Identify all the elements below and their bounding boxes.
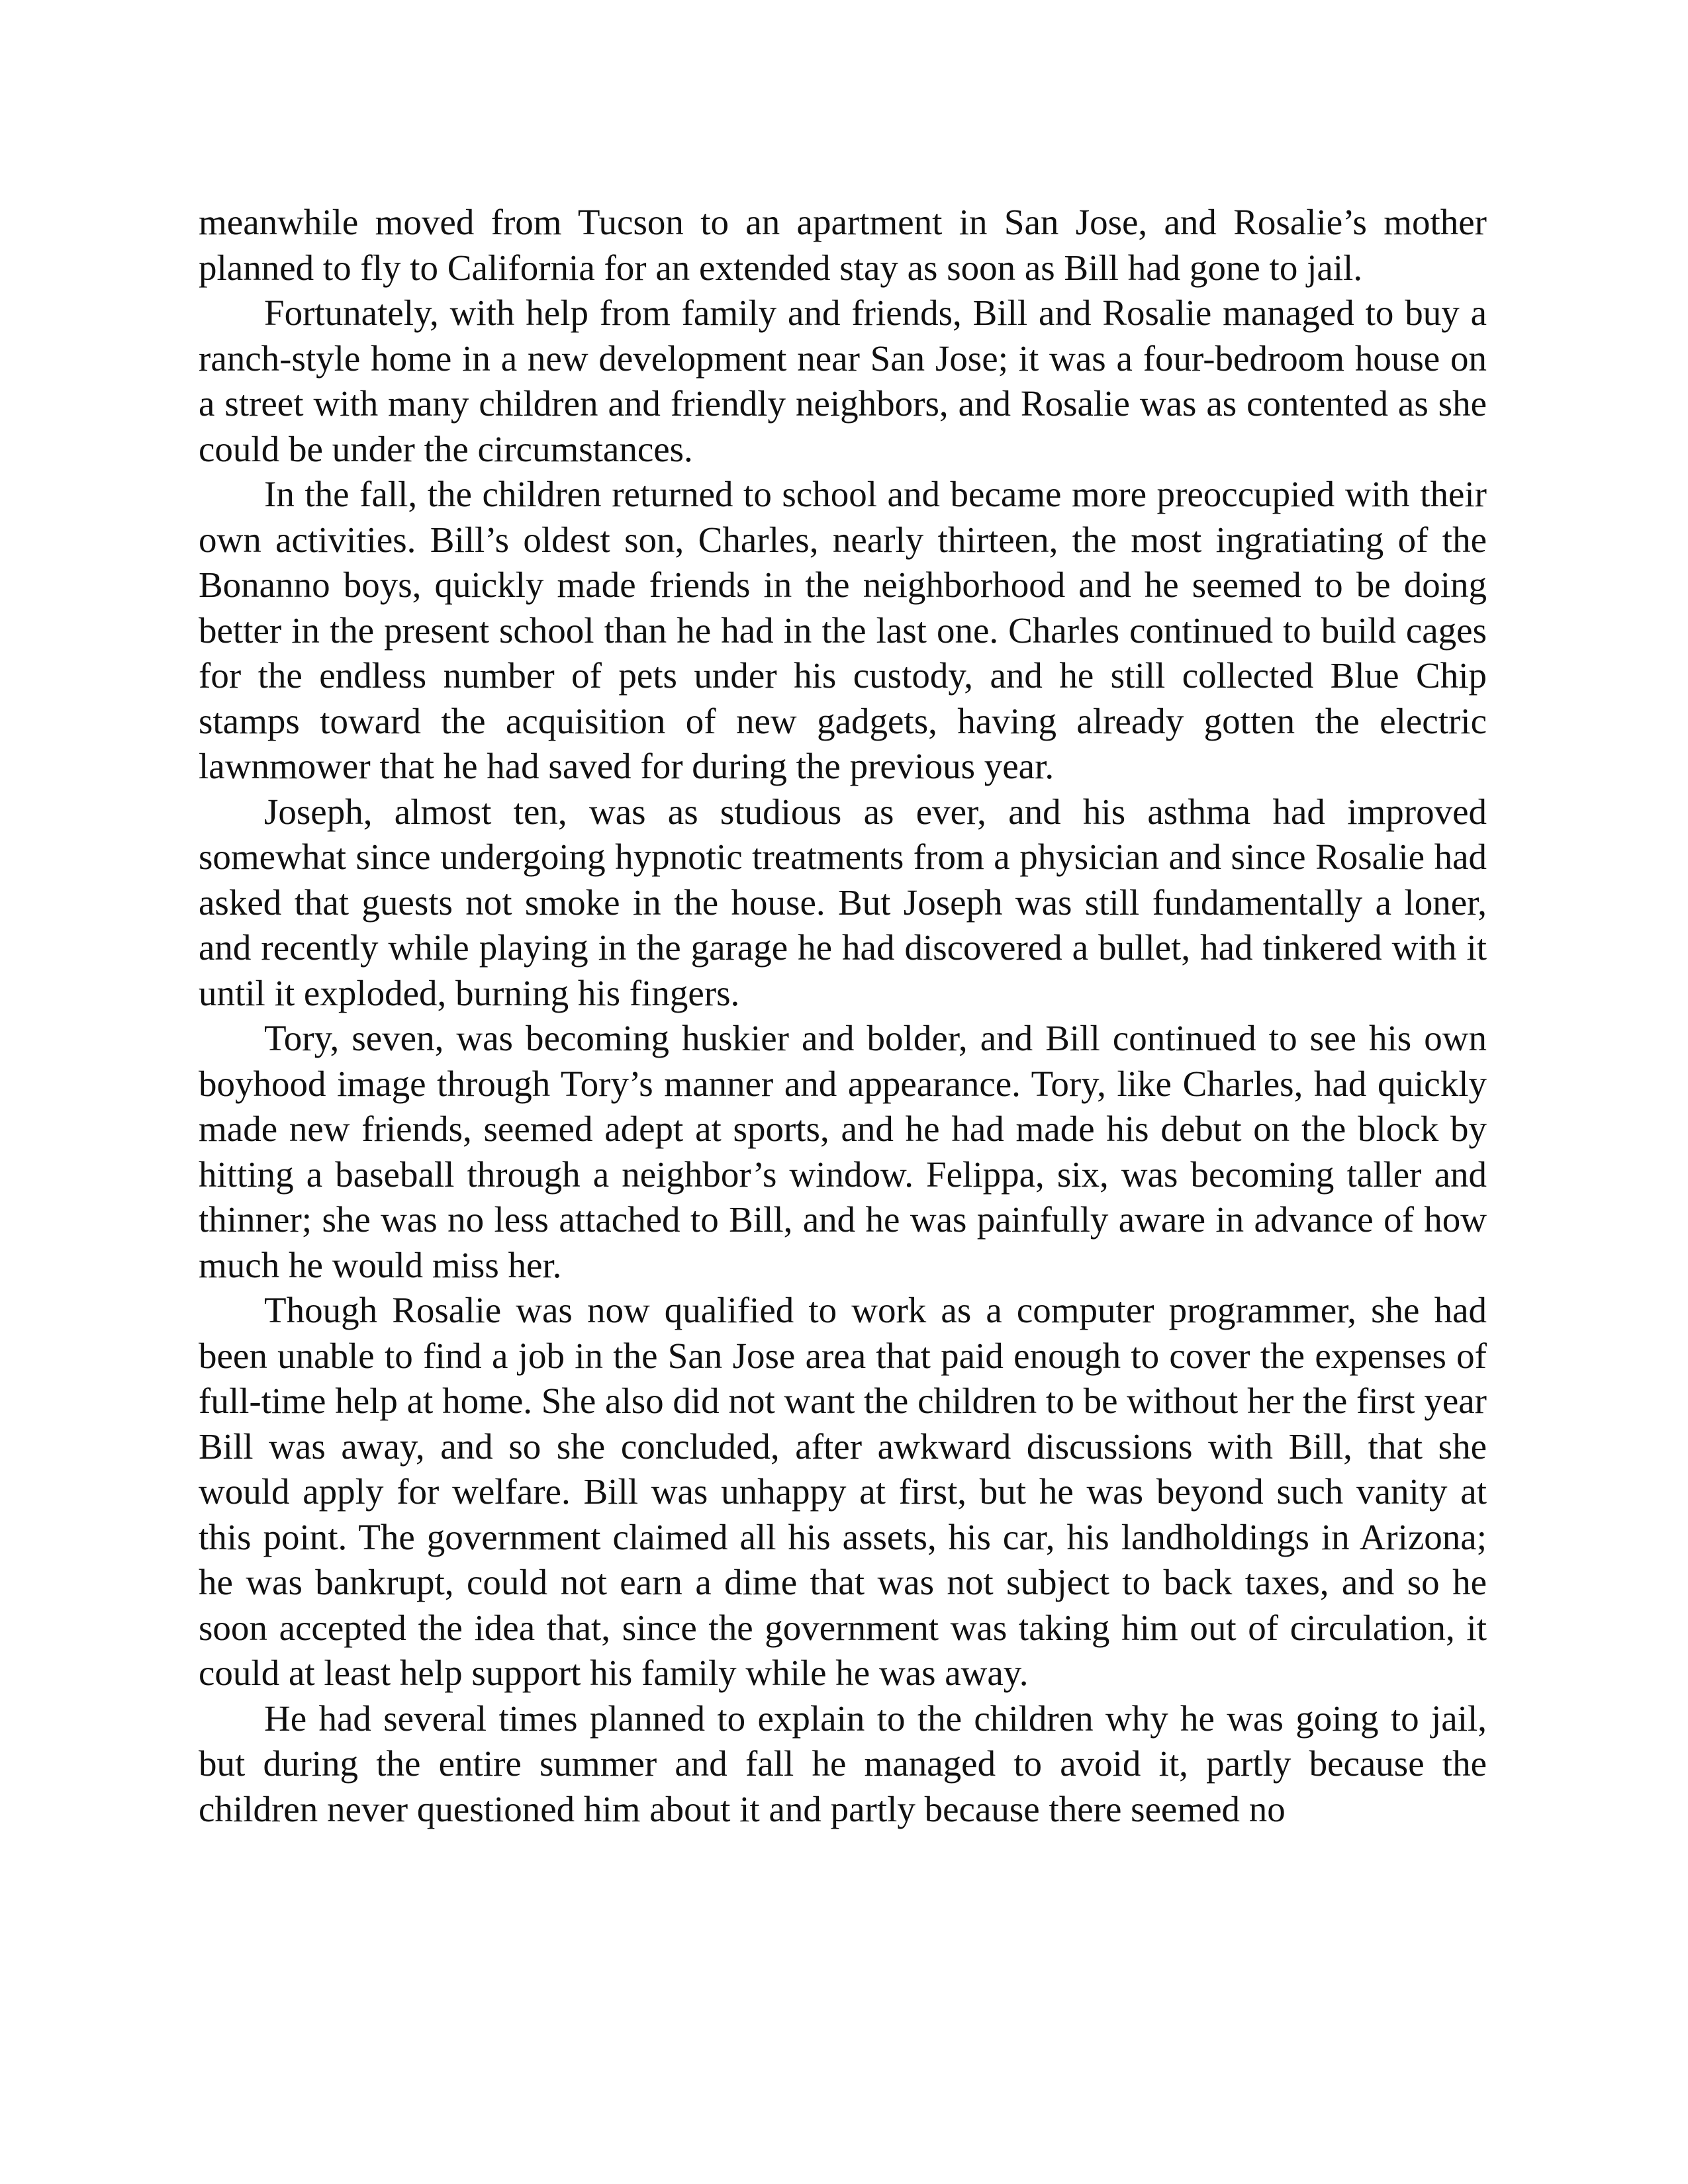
paragraph-joseph: Joseph, almost ten, was as studious as ever, and his asthma had improved somewhat since undergoing hypnotic treatments from a physician and since Rosalie had asked that guests not smoke in the house. But Joseph was still fundamentally a loner, and recently while playing in the garage he had discovered a bullet, had tinkered with it until it exploded, burning his fingers.: [199, 791, 1487, 1013]
paragraph-continuation: meanwhile moved from Tucson to an apartment in San Jose, and Rosalie’s mother planned to fly to California for an extended stay as soon as Bill had gone to jail.: [199, 202, 1487, 288]
paragraph-welfare: Though Rosalie was now qualified to work as a computer programmer, she had been unable to find a job in the San Jose area that paid enough to cover the expenses of full-time help at home. She also did not want the children to be without her the first year Bill was away, and so she concluded, after awkward discussions with Bill, that she would apply for welfare. Bill was unhappy at first, but he was beyond such vanity at this point. The government claimed all his assets, his car, his landholdings in Arizona; he was bankrupt, could not earn a dime that was not subject to back taxes, and so he soon accepted the idea that, since the government was taking him out of circulation, it could at least help support his family while he was away.: [199, 1290, 1487, 1693]
paragraph-tory-felippa: Tory, seven, was becoming huskier and bolder, and Bill continued to see his own boyhood image through Tory’s manner and appearance. Tory, like Charles, had quickly made new friends, seemed adept at sports, and he had made his debut on the block by hitting a baseball through a neighbor’s window. Felippa, six, was becoming taller and thinner; she was no less attached to Bill, and he was painfully aware in advance of how much he would miss her.: [199, 1018, 1487, 1285]
paragraph-explaining-jail: He had several times planned to explain to the children why he was going to jail, but during the entire summer and fall he managed to avoid it, partly because the children never questioned him about it and partly because there seemed no: [199, 1698, 1487, 1829]
paragraph-new-home: Fortunately, with help from family and friends, Bill and Rosalie managed to buy a ranch-style home in a new development near San Jose; it was a four-bedroom house on a street with many children and friendly neighbors, and Rosalie was as contented as she could be under the circumstances.: [199, 293, 1487, 469]
document-page: [199, 200, 1487, 1987]
paragraph-charles: In the fall, the children returned to school and became more preoccupied with their own activities. Bill’s oldest son, Charles, nearly thirteen, the most ingratiating of the Bonanno boys, quickly made friends in the neighborhood and he seemed to be doing better in the present school than he had in the last one. Charles continued to build cages for the endless number of pets under his custody, and he still collected Blue Chip stamps toward the acquisition of new gadgets, having already gotten the electric lawnmower that he had saved for during the previous year.: [199, 474, 1487, 786]
